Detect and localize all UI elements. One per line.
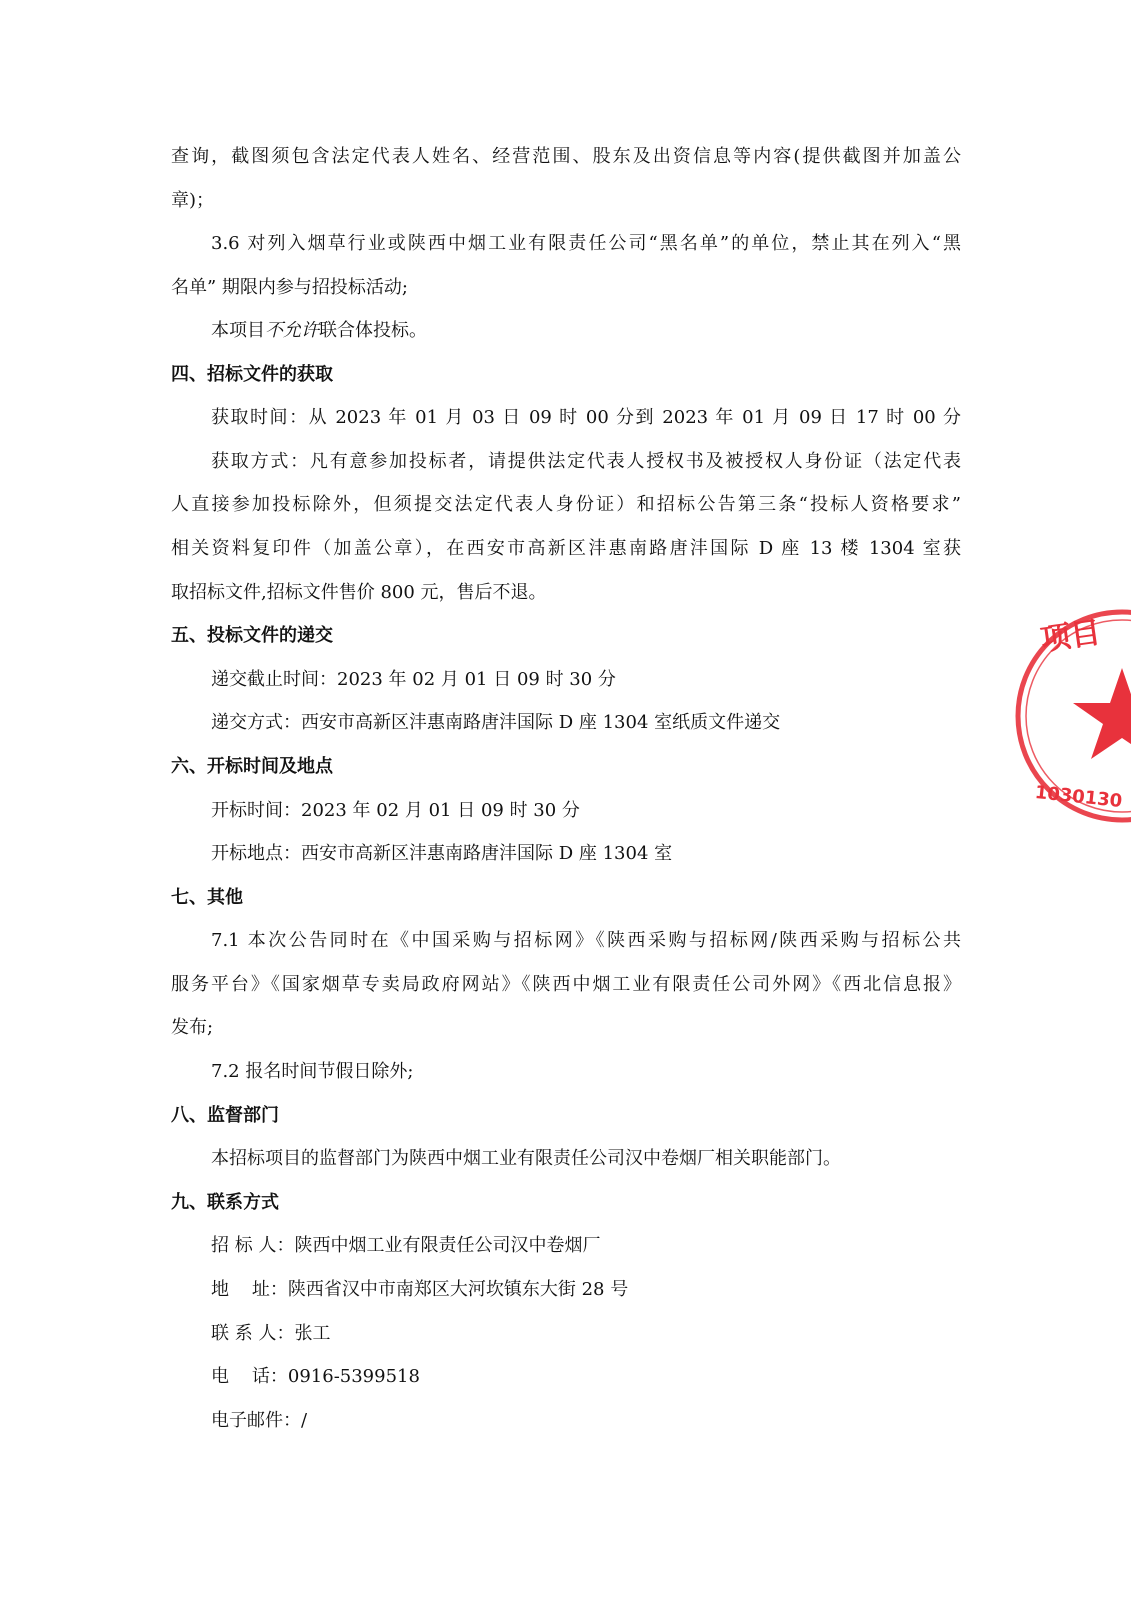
submission-deadline: 递交截止时间：2023 年 02 月 01 日 09 时 30 分 (211, 669, 616, 690)
contact-phone: 电 话：0916-5399518 (211, 1366, 420, 1387)
obtain-method-line: 取招标文件,招标文件售价 800 元，售后不退。 (171, 582, 547, 603)
obtain-method-line: 人直接参加投标除外，但须提交法定代表人身份证）和招标公告第三条“投标人资格要求” (171, 494, 961, 515)
obtain-method-line: 相关资料复印件（加盖公章），在西安市高新区沣惠南路唐沣国际 D 座 13 楼 1304 室获 (171, 538, 961, 559)
seal-top-text: 项目 (1038, 615, 1103, 659)
other-item-publication-line: 7.1 本次公告同时在《中国采购与招标网》《陕西采购与招标网/陕西采购与招标公共 (211, 930, 961, 951)
blacklist-paragraph-line: 名单” 期限内参与招投标活动; (171, 277, 408, 298)
contact-address: 地 址：陕西省汉中市南郑区大河坎镇东大街 28 号 (211, 1279, 629, 1300)
other-item-publication-line: 服务平台》《国家烟草专卖局政府网站》《陕西中烟工业有限责任公司外网》《西北信息报》 (171, 974, 961, 995)
section-heading-submission: 五、投标文件的递交 (171, 625, 333, 646)
contact-email: 电子邮件：/ (211, 1410, 308, 1431)
bid-opening-time: 开标时间：2023 年 02 月 01 日 09 时 30 分 (211, 800, 580, 821)
section-heading-obtain-documents: 四、招标文件的获取 (171, 364, 333, 385)
bid-opening-place: 开标地点：西安市高新区沣惠南路唐沣国际 D 座 1304 室 (211, 843, 673, 864)
obtain-method-line: 获取方式：凡有意参加投标者，请提供法定代表人授权书及被授权人身份证（法定代表 (211, 451, 961, 472)
seal-bottom-text: 1030130 (1033, 782, 1124, 813)
consortium-text: 本项目 (211, 320, 265, 341)
obtain-time: 获取时间：从 2023 年 01 月 03 日 09 时 00 分到 2023 年 01 月 09 日 17 时 00 分 (211, 407, 961, 428)
consortium-statement (211, 316, 961, 346)
submission-method: 递交方式：西安市高新区沣惠南路唐沣国际 D 座 1304 室纸质文件递交 (211, 712, 781, 733)
star-icon (1073, 668, 1131, 759)
section-heading-supervision: 八、监督部门 (171, 1105, 279, 1126)
section-heading-bid-opening: 六、开标时间及地点 (171, 756, 333, 777)
qualification-text-line: 章)； (171, 190, 215, 211)
consortium-not-allowed: 不允许 (265, 320, 319, 341)
contact-tenderer: 招 标 人：陕西中烟工业有限责任公司汉中卷烟厂 (211, 1235, 601, 1256)
other-item-holidays: 7.2 报名时间节假日除外; (211, 1061, 414, 1082)
section-heading-contact: 九、联系方式 (171, 1192, 279, 1213)
consortium-text: 联合体投标。 (319, 320, 427, 341)
qualification-text-line: 查询，截图须包含法定代表人姓名、经营范围、股东及出资信息等内容(提供截图并加盖公 (171, 146, 961, 167)
contact-person: 联 系 人：张工 (211, 1323, 331, 1344)
section-heading-other: 七、其他 (171, 887, 243, 908)
supervision-text: 本招标项目的监督部门为陕西中烟工业有限责任公司汉中卷烟厂相关职能部门。 (211, 1148, 841, 1169)
blacklist-paragraph-line: 3.6 对列入烟草行业或陕西中烟工业有限责任公司“黑名单”的单位，禁止其在列入“黑 (211, 233, 961, 254)
other-item-publication-line: 发布; (171, 1017, 214, 1038)
official-seal-stamp (1033, 606, 1131, 826)
